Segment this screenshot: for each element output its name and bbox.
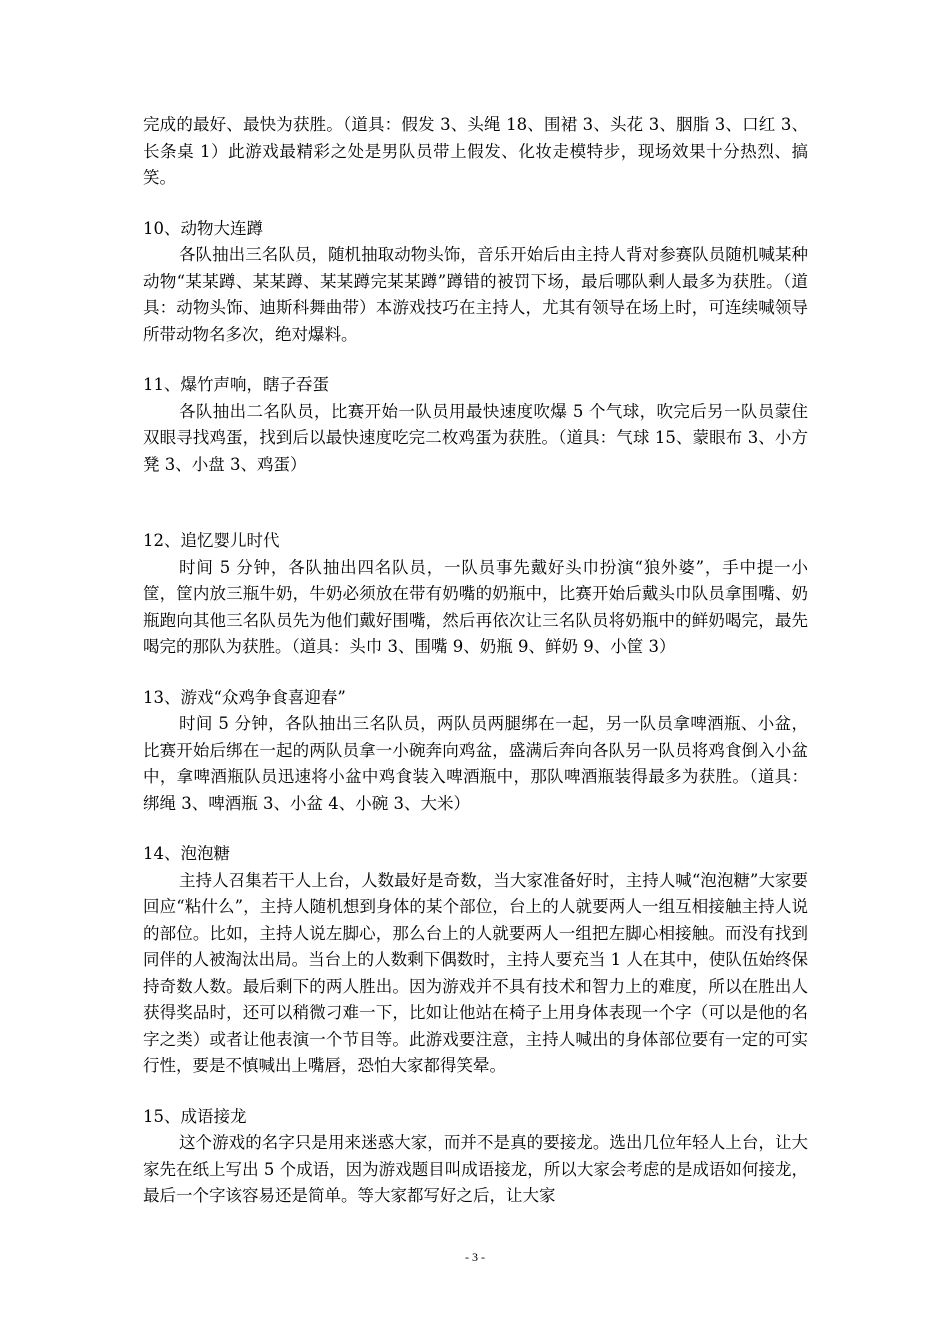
intro-paragraph: 完成的最好、最快为获胜。（道具：假发 3、头绳 18、围裙 3、头花 3、胭脂 3、口红 3、长条桌 1）此游戏最精彩之处是男队员带上假发、化妆走模特步，现场效果十分热烈、搞笑。 [143,115,808,187]
section-11 [143,372,808,478]
section-12 [143,528,808,661]
section-15 [143,1104,808,1210]
section-13 [143,685,808,818]
document-page [143,112,808,1210]
section-body: 时间 5 分钟，各队抽出四名队员，一队员事先戴好头巾扮演“狼外婆”，手中提一小筐，筐内放三瓶牛奶，牛奶必须放在带有奶嘴的奶瓶中，比赛开始后戴头巾队员拿围嘴、奶瓶跑向其他三名队员先为他们戴好围嘴，然后再依次让三名队员将奶瓶中的鲜奶喝完，最先喝完的那队为获胜。（道具：头巾 3、围嘴 9、奶瓶 9、鲜奶 9、小筐 3） [143,557,808,656]
section-body: 时间 5 分钟，各队抽出三名队员，两队员两腿绑在一起，另一队员拿啤酒瓶、小盆，比赛开始后绑在一起的两队员拿一小碗奔向鸡盆，盛满后奔向各队另一队员将鸡食倒入小盆中，拿啤酒瓶队员迅速将小盆中鸡食装入啤酒瓶中，那队啤酒瓶装得最多为获胜。（道具：绑绳 3、啤酒瓶 3、小盆 4、小碗 3、大米） [143,714,808,813]
section-title: 13、游戏“众鸡争食喜迎春” [143,687,346,707]
section-title: 10、动物大连蹲 [143,218,263,238]
section-14 [143,841,808,1080]
section-title: 14、泡泡糖 [143,844,230,863]
section-10 [143,216,808,349]
section-title: 12、追忆婴儿时代 [143,531,280,550]
section-body: 主持人召集若干人上台，人数最好是奇数，当大家准备好时，主持人喊“泡泡糖”大家要回应“粘什么”，主持人随机想到身体的某个部位，台上的人就要两人一组互相接触主持人说的部位。比如，主持人说左脚心，那么台上的人就要两人一组把左脚心相接触。而没有找到同伴的人被淘汰出局。当台上的人数剩下偶数时，主持人要充当 1 人在其中，使队伍始终保持奇数人数。最后剩下的两人胜出。因为游戏并不具有技术和智力上的难度，所以在胜出人获得奖品时，还可以稍微刁难一下，比如让他站在椅子上用身体表现一个字（可以是他的名字之类）或者让他表演一个节目等。此游戏要注意，主持人喊出的身体部位要有一定的可实行性，要是不慎喊出上嘴唇，恐怕大家都得笑晕。 [143,870,808,1075]
section-body: 各队抽出二名队员，比赛开始一队员用最快速度吹爆 5 个气球，吹完后另一队员蒙住双眼寻找鸡蛋，找到后以最快速度吃完二枚鸡蛋为获胜。（道具：气球 15、蒙眼布 3、小方凳 3、小盘 3、鸡蛋） [143,401,808,474]
section-title: 11、爆竹声响，瞎子吞蛋 [143,375,329,394]
section-title: 15、成语接龙 [143,1106,247,1126]
page-number: - 3 - [465,1250,485,1264]
section-body: 各队抽出三名队员，随机抽取动物头饰，音乐开始后由主持人背对参赛队员随机喊某种动物“某某蹲、某某蹲、某某蹲完某某蹲”蹲错的被罚下场，最后哪队剩人最多为获胜。（道具：动物头饰、迪斯科舞曲带）本游戏技巧在主持人，尤其有领导在场上时，可连续喊领导所带动物名多次，绝对爆料。 [143,245,808,344]
section-body: 这个游戏的名字只是用来迷惑大家，而并不是真的要接龙。选出几位年轻人上台，让大家先在纸上写出 5 个成语，因为游戏题目叫成语接龙，所以大家会考虑的是成语如何接龙，最后一个字该容易还是简单。等大家都写好之后，让大家 [143,1133,808,1205]
